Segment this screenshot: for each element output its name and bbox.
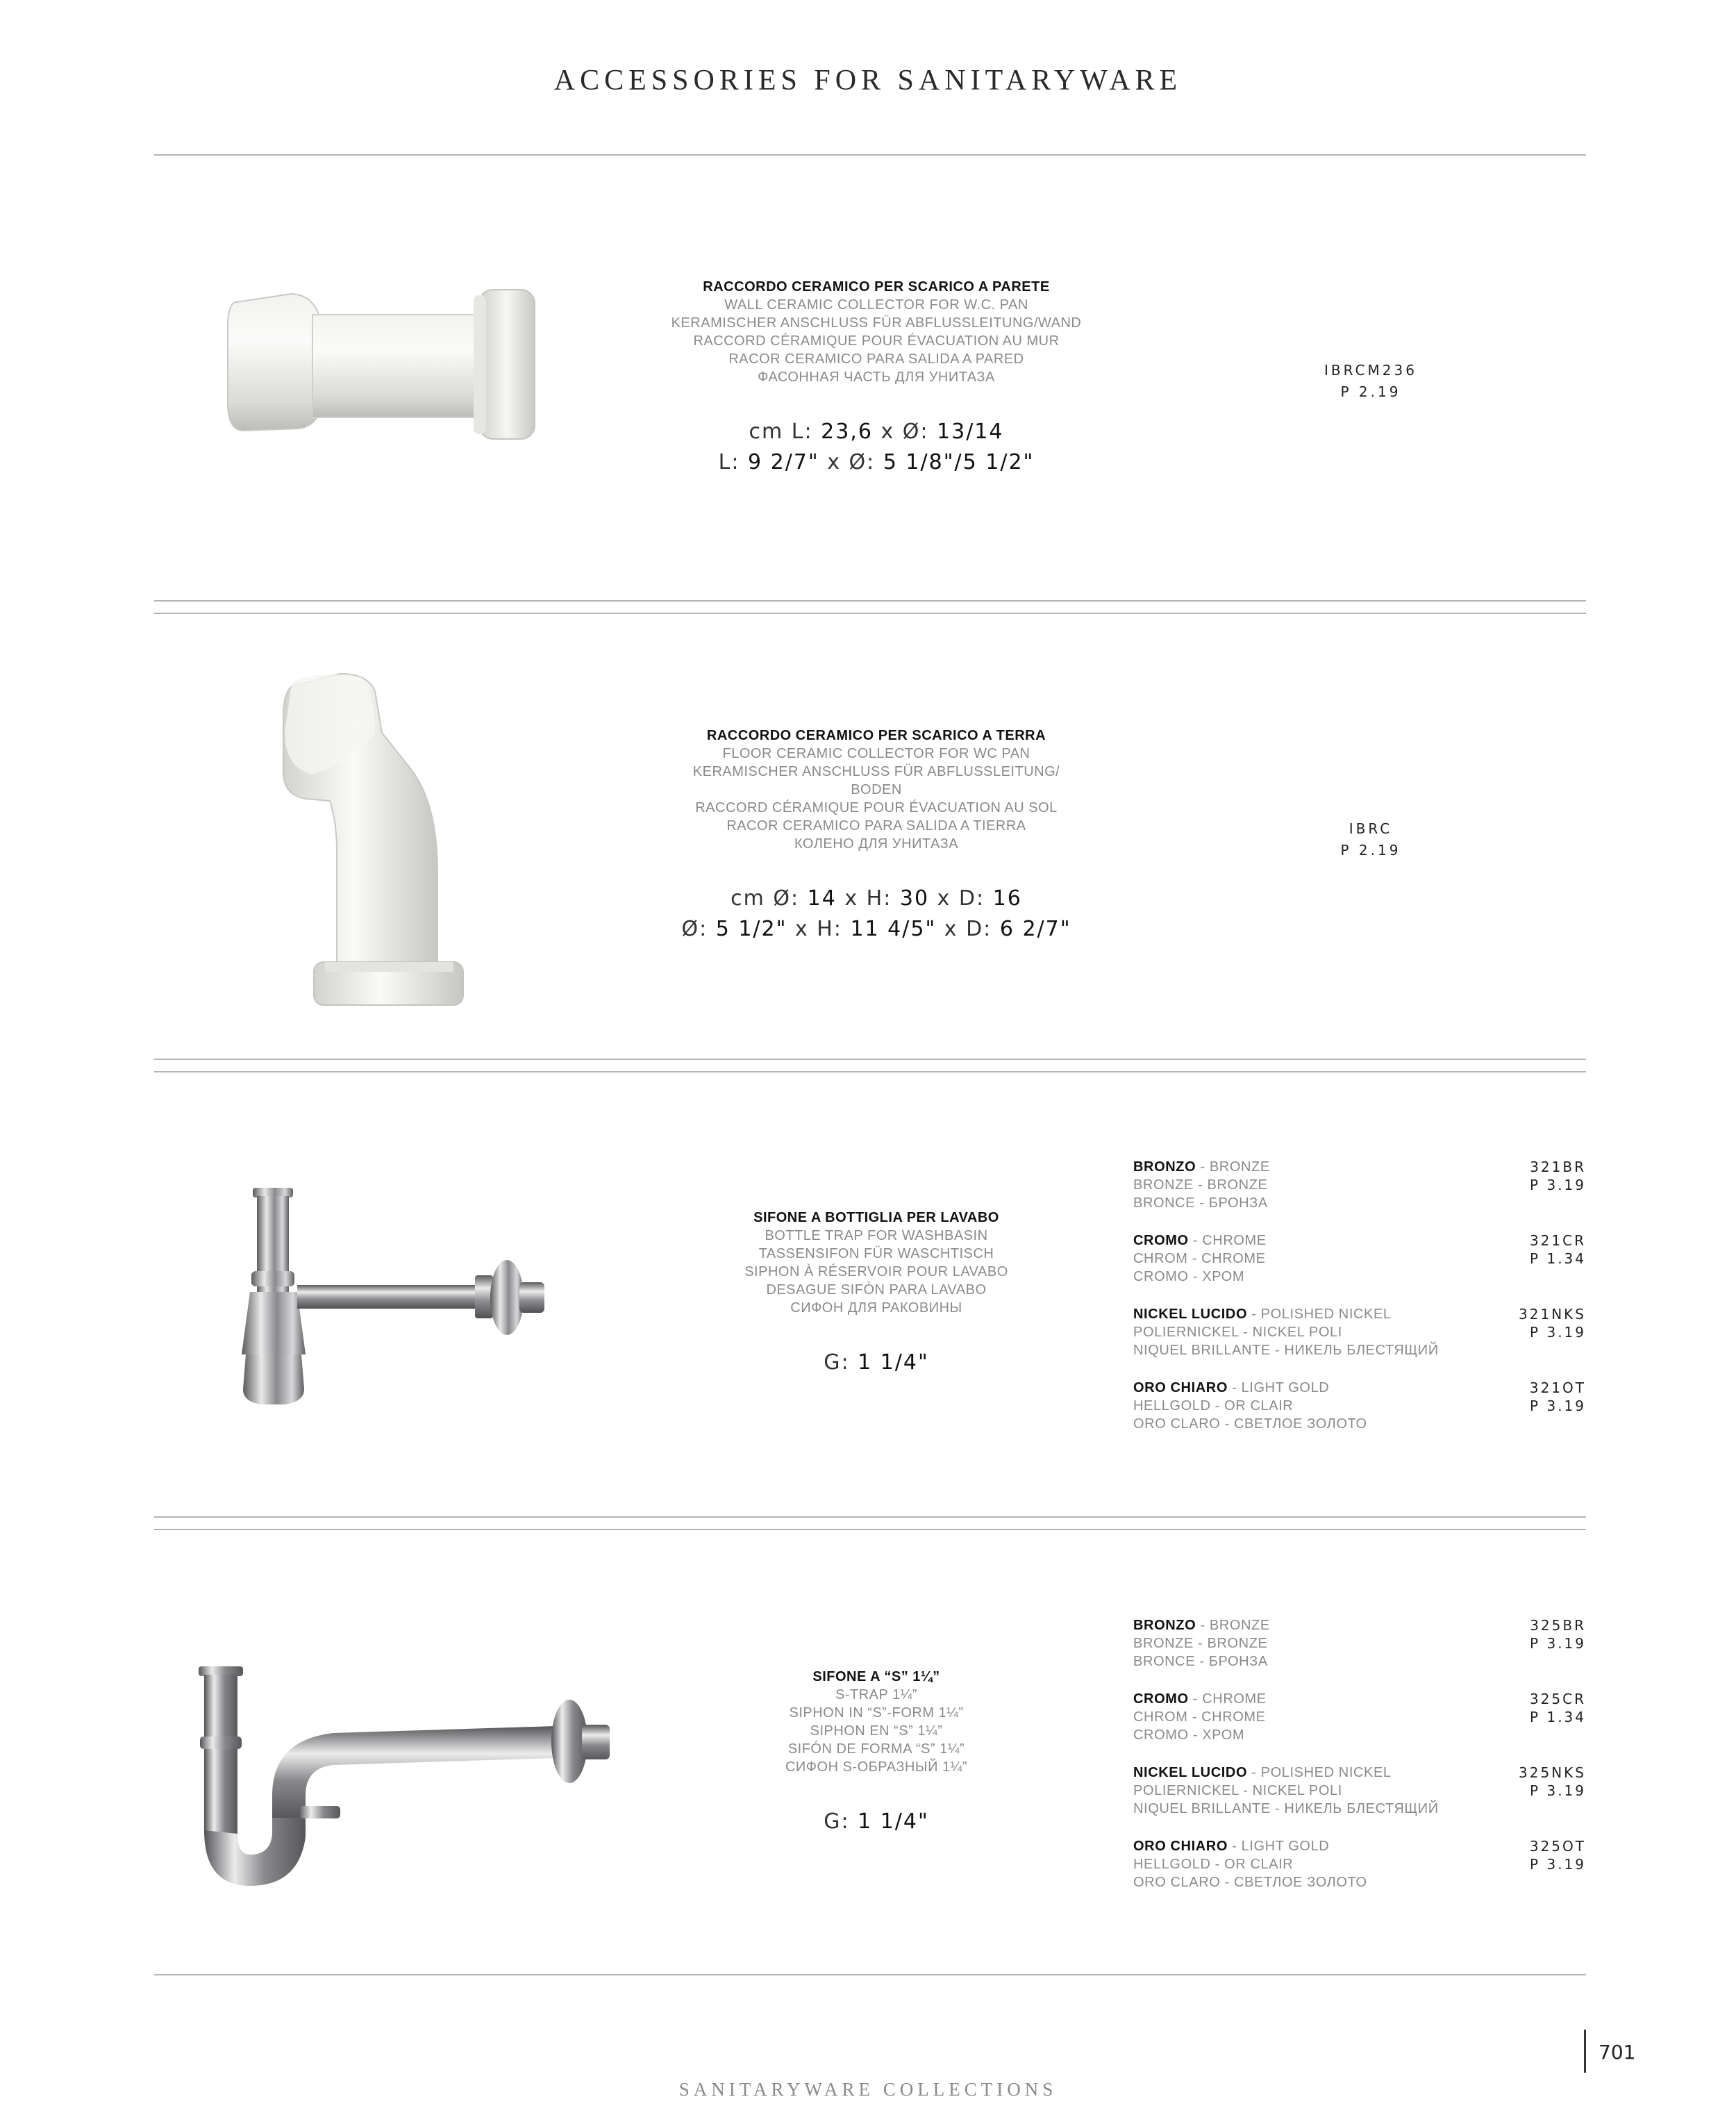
finish-row: ORO CHIARO - LIGHT GOLD HELLGOLD - OR CLAIR ORO CLARO - СВЕТЛОЕ ЗОЛОТО 321OT P 3.19 bbox=[1133, 1379, 1586, 1432]
translation-line: RACOR CERAMICO PARA SALIDA A TIERRA bbox=[726, 818, 1026, 834]
translation-line: RACOR CERAMICO PARA SALIDA A PARED bbox=[728, 351, 1024, 367]
finish-row: BRONZO - BRONZE BRONZE - BRONZE BRONCE - БРОНЗА 325BR P 3.19 bbox=[1133, 1617, 1586, 1669]
finish-price: P 3.19 bbox=[1530, 1324, 1586, 1341]
translation-line: KERAMISCHER ANSCHLUSS FÜR ABFLUSSLEITUNG/ bbox=[692, 764, 1060, 779]
product-code: IBRCM236 bbox=[1324, 362, 1417, 379]
dimensions bbox=[612, 884, 1140, 945]
finish-code: 325CR bbox=[1529, 1691, 1586, 1707]
finish-row: CROMO - CHROME CHROM - CHROME CROMO - ХРОМ 321CR P 1.34 bbox=[1133, 1232, 1586, 1284]
page-title: ACCESSORIES FOR SANITARYWARE bbox=[553, 65, 1183, 97]
finish-row: ORO CHIARO - LIGHT GOLD HELLGOLD - OR CLAIR ORO CLARO - СВЕТЛОЕ ЗОЛОТО 325OT P 3.19 bbox=[1133, 1838, 1586, 1890]
divider bbox=[154, 154, 1586, 156]
divider bbox=[154, 613, 1586, 614]
translation-line: KERAMISCHER ANSCHLUSS FÜR ABFLUSSLEITUNG/WAND bbox=[671, 315, 1082, 331]
dimension-line: L: 9 2/7" x Ø: 5 1/8"/5 1/2" bbox=[718, 450, 1035, 474]
dimension-line: Ø: 5 1/2" x H: 11 4/5" x D: 6 2/7" bbox=[681, 917, 1071, 941]
product-code-block bbox=[1294, 818, 1447, 861]
translation-list bbox=[612, 1686, 1140, 1776]
divider bbox=[154, 1516, 1586, 1518]
finish-price: P 3.19 bbox=[1530, 1782, 1586, 1799]
finish-price: P 3.19 bbox=[1530, 1398, 1586, 1414]
translation-line: S-TRAP 1¼” bbox=[835, 1687, 917, 1702]
translation-list bbox=[612, 1227, 1140, 1317]
product-code: IBRC bbox=[1349, 820, 1393, 837]
translation-list bbox=[612, 745, 1140, 853]
finish-row: BRONZO - BRONZE BRONZE - BRONZE BRONCE - БРОНЗА 321BR P 3.19 bbox=[1133, 1159, 1586, 1211]
wall-ceramic-collector-image bbox=[222, 274, 556, 455]
finish-list bbox=[1133, 1616, 1586, 1911]
translation-line: TASSENSIFON FÜR WASCHTISCH bbox=[758, 1246, 994, 1261]
product-title: SIFONE A BOTTIGLIA PER LAVABO bbox=[753, 1210, 999, 1225]
bottle-trap-image bbox=[236, 1181, 556, 1417]
translation-line: КОЛЕНО ДЛЯ УНИТАЗА bbox=[794, 836, 959, 852]
finish-code: 321NKS bbox=[1519, 1306, 1586, 1323]
translation-line: FLOOR CERAMIC COLLECTOR FOR WC PAN bbox=[722, 746, 1030, 761]
translation-line: SIPHON EN “S” 1¼” bbox=[810, 1723, 943, 1739]
product-title: SIFONE A “S” 1¼” bbox=[812, 1669, 940, 1684]
finish-price: P 1.34 bbox=[1530, 1250, 1586, 1267]
translation-line: RACCORD CÉRAMIQUE POUR ÉVACUATION AU SOL bbox=[695, 800, 1058, 815]
page-number-bar bbox=[1584, 2030, 1586, 2073]
floor-ceramic-collector-image bbox=[271, 663, 486, 1018]
product-price: P 2.19 bbox=[1340, 383, 1401, 400]
finish-price: P 3.19 bbox=[1530, 1635, 1586, 1652]
dimensions bbox=[612, 1807, 1140, 1837]
product-description bbox=[612, 1209, 1140, 1378]
translation-line: SIPHON IN “S”-FORM 1¼” bbox=[789, 1705, 964, 1721]
dimensions bbox=[612, 1348, 1140, 1378]
translation-line: ФАСОННАЯ ЧАСТЬ ДЛЯ УНИТАЗА bbox=[758, 370, 995, 385]
product-title: RACCORDO CERAMICO PER SCARICO A TERRA bbox=[706, 728, 1046, 743]
divider bbox=[154, 1529, 1586, 1530]
product-description bbox=[612, 278, 1140, 478]
finish-price: P 3.19 bbox=[1530, 1856, 1586, 1873]
dimensions bbox=[612, 417, 1140, 478]
translation-line: WALL CERAMIC COLLECTOR FOR W.C. PAN bbox=[724, 297, 1028, 313]
finish-row: CROMO - CHROME CHROM - CHROME CROMO - ХРОМ 325CR P 1.34 bbox=[1133, 1691, 1586, 1743]
finish-row: NICKEL LUCIDO - POLISHED NICKEL POLIERNICKEL - NICKEL POLI NIQUEL BRILLANTE - НИКЕЛЬ БЛЕСТЯЩИЙ 321NKS P 3.19 bbox=[1133, 1306, 1586, 1358]
translation-line: СИФОН ДЛЯ РАКОВИНЫ bbox=[790, 1300, 962, 1316]
product-code-block bbox=[1294, 360, 1447, 403]
translation-line: СИФОН S-ОБРАЗНЫЙ 1¼” bbox=[785, 1759, 967, 1775]
finish-code: 325OT bbox=[1529, 1838, 1586, 1855]
finish-code: 325BR bbox=[1530, 1617, 1586, 1634]
divider bbox=[154, 600, 1586, 602]
finish-code: 321OT bbox=[1529, 1379, 1586, 1396]
product-price: P 2.19 bbox=[1340, 842, 1401, 859]
product-description bbox=[612, 1668, 1140, 1837]
dimension-line: cm Ø: 14 x H: 30 x D: 16 bbox=[731, 886, 1022, 911]
dimension-line: cm L: 23,6 x Ø: 13/14 bbox=[749, 420, 1004, 444]
translation-line: BOTTLE TRAP FOR WASHBASIN bbox=[765, 1228, 988, 1243]
finish-code: 321CR bbox=[1529, 1232, 1586, 1249]
finish-price: P 1.34 bbox=[1530, 1709, 1586, 1725]
finish-price: P 3.19 bbox=[1530, 1177, 1586, 1193]
translation-list bbox=[612, 296, 1140, 386]
translation-line: SIFÓN DE FORMA “S” 1¼” bbox=[787, 1741, 965, 1757]
divider bbox=[154, 1071, 1586, 1072]
translation-line: SIPHON À RÉSERVOIR POUR LAVABO bbox=[744, 1264, 1008, 1279]
finish-list bbox=[1133, 1158, 1586, 1452]
divider bbox=[154, 1974, 1586, 1975]
page-number: 701 bbox=[1599, 2041, 1636, 2064]
translation-line: RACCORD CÉRAMIQUE POUR ÉVACUATION AU MUR bbox=[693, 333, 1060, 349]
finish-code: 321BR bbox=[1530, 1159, 1586, 1175]
product-title: RACCORDO CERAMICO PER SCARICO A PARETE bbox=[703, 279, 1050, 295]
finish-code: 325NKS bbox=[1519, 1764, 1586, 1781]
s-trap-image bbox=[194, 1657, 625, 1900]
finish-row: NICKEL LUCIDO - POLISHED NICKEL POLIERNICKEL - NICKEL POLI NIQUEL BRILLANTE - НИКЕЛЬ БЛЕСТЯЩИЙ 325NKS P 3.19 bbox=[1133, 1764, 1586, 1816]
product-description bbox=[612, 727, 1140, 945]
dimension-line: G: 1 1/4" bbox=[824, 1809, 929, 1834]
translation-line: DESAGUE SIFÓN PARA LAVABO bbox=[766, 1282, 987, 1298]
footer-title: SANITARYWARE COLLECTIONS bbox=[678, 2079, 1058, 2100]
dimension-line: G: 1 1/4" bbox=[824, 1350, 929, 1375]
divider bbox=[154, 1059, 1586, 1060]
translation-line: BODEN bbox=[851, 782, 902, 797]
